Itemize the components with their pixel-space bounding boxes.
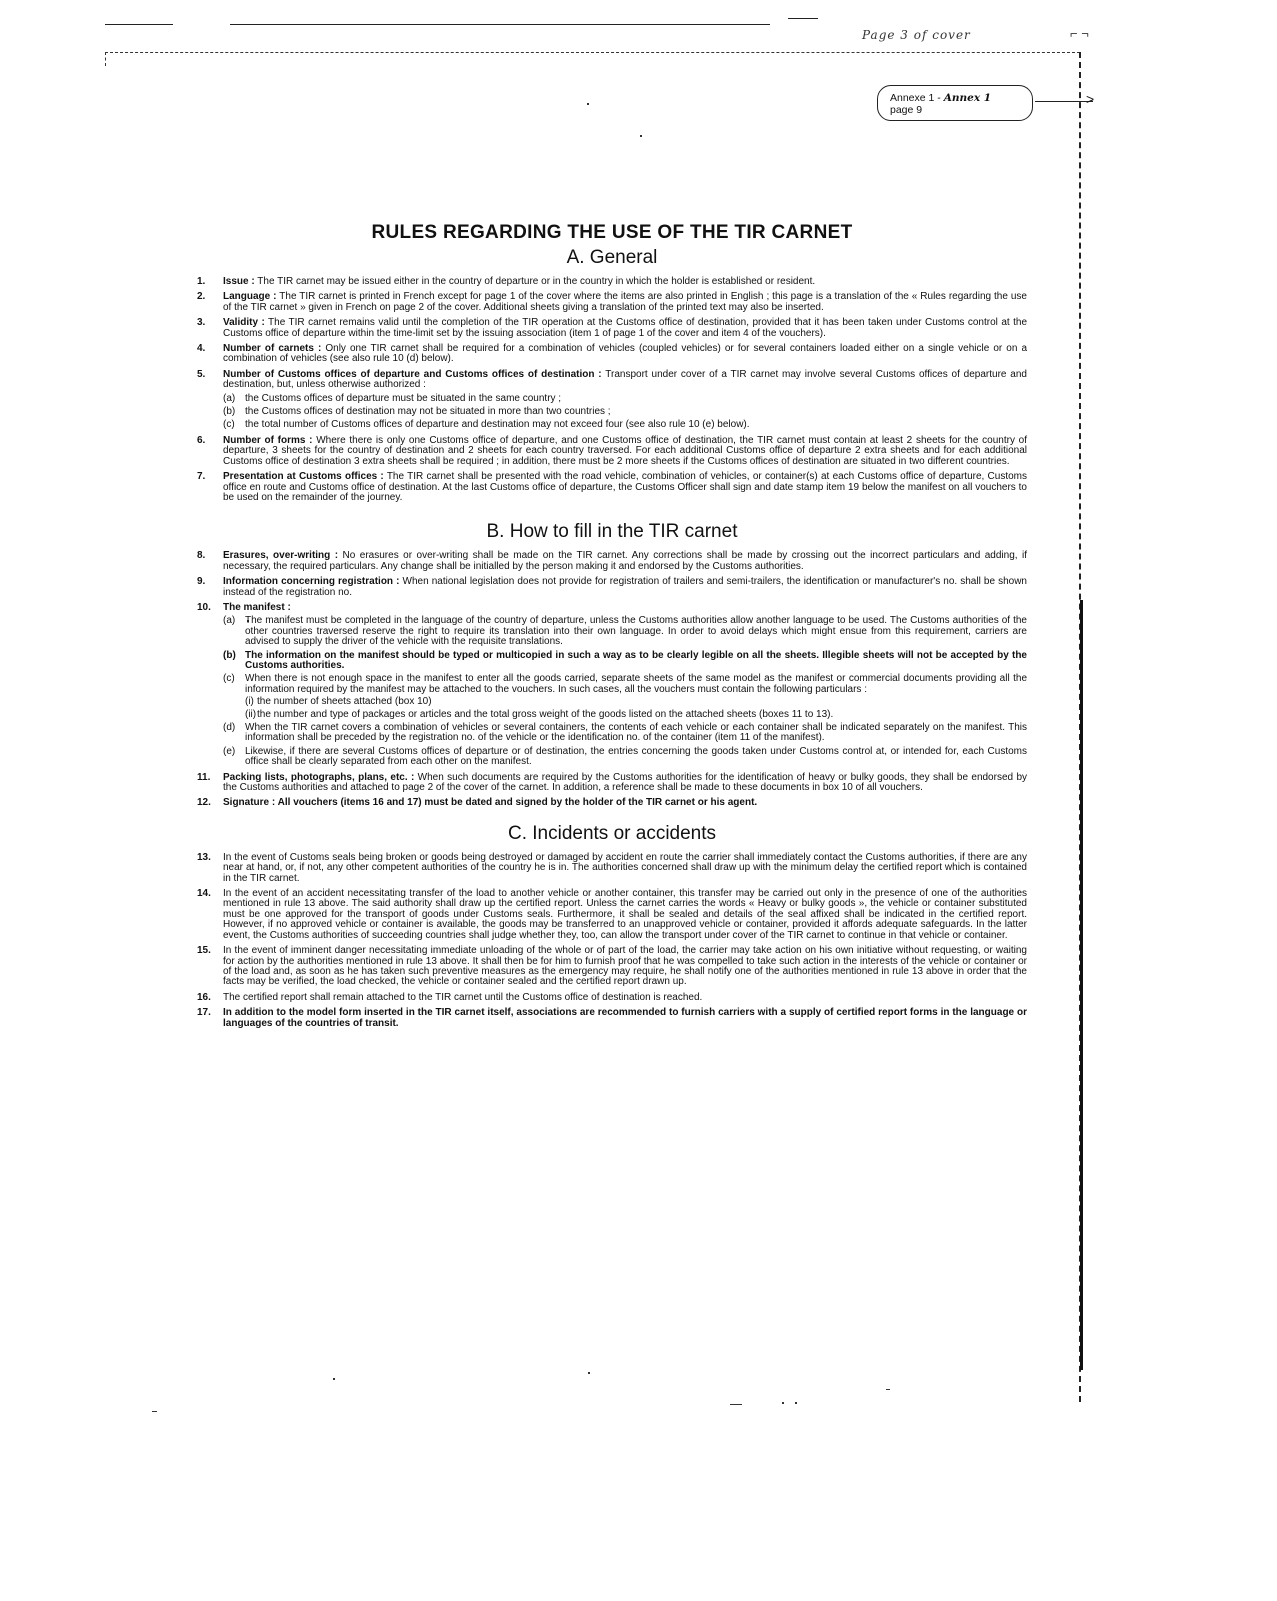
rule-number: 14. [197, 888, 211, 900]
rule-subsubitem [223, 697, 1027, 707]
rule-item [197, 292, 1027, 313]
annex-label-box [877, 85, 1033, 121]
arrow-line [1035, 101, 1093, 102]
rule-text: No erasures or over-writing shall be made on the TIR carnet. Any corrections shall be made by crossing out the incorrect particulars and adding, if necessary, the required particulars. Any change shall be initialled by the person making it and endorsed by the Customs authorities. [223, 550, 1027, 572]
subitem-letter: (a) [223, 392, 236, 404]
subitem-text: The manifest must be completed in the language of the country of departure, unless the Customs authorities allow another language to be used. The Customs authorities of the other countries traversed reserve the right to require its translation into their own language. In order to avoid delays which might ensue from this requirement, carriers are advised to supply the driver of the vehicle with the requisite translations. [245, 615, 1027, 648]
rule-text: The certified report shall remain attached to the TIR carnet until the Customs office of destination is reached. [223, 991, 703, 1003]
rule-item [197, 889, 1027, 941]
rule-item [197, 551, 1027, 572]
corner-mark-icon: ⌐ ¬ [1070, 26, 1089, 41]
rule-number: 9. [197, 576, 206, 588]
scan-speck [730, 1404, 742, 1405]
handwritten-note: Page 3 of cover [862, 28, 971, 42]
scan-speck [587, 103, 589, 105]
rule-number: 6. [197, 434, 206, 446]
rule-lead: Number of forms : [223, 434, 313, 446]
rule-number: 7. [197, 471, 206, 483]
rule-text: The TIR carnet may be issued either in the country of departure or in the country in which the holder is established or resident. [254, 276, 816, 287]
rule-subsubitem [223, 710, 1027, 720]
rule-number: 2. [197, 291, 206, 303]
scan-speck [333, 1378, 335, 1380]
rule-subitem [223, 394, 1027, 404]
subitem-text: the Customs offices of departure must be situated in the same country ; [245, 392, 562, 404]
rule-text: In the event of Customs seals being broken or goods being destroyed or damaged by accident en route the carrier shall immediately contact the Customs authorities, if there are any near at hand, or, if not, any other competent authorities of the country he is in. The authorities concerned shall draw up with the minimum delay the certified report which is contained in the TIR carnet. [223, 851, 1027, 884]
subitem-letter: (c) [223, 673, 235, 685]
rule-item [197, 773, 1027, 794]
scan-speck [782, 1402, 784, 1404]
rule-text: In the event of an accident necessitating transfer of the load to another vehicle or another container, this transfer may be carried out only in the presence of one of the authorities mentioned in rule 13 above. The said authority shall draw up the certified report. Unless the carnet carries the words « Heavy or bulky goods », the vehicle or container substituted must be one approved for the transport of goods under Customs seals. Furthermore, it shall be sealed and details of the seal affixed shall be indicated in the certified report. However, if no approved vehicle or container is available, the goods may be transferred to an unapproved vehicle or container, provided it affords adequate safeguards. In the latter event, the Customs authorities of succeeding countries shall judge whether they, too, can allow the transport under cover of the TIR carnet to continue in that vehicle or container. [223, 888, 1027, 941]
rule-item [197, 603, 1027, 768]
rule-item [197, 993, 1027, 1003]
subsubitem-roman: (i) [245, 696, 254, 708]
cover-border-top [105, 52, 1080, 53]
subsubitem-text: the number of sheets attached (box 10) [257, 696, 432, 708]
page-title: RULES REGARDING THE USE OF THE TIR CARNET [371, 222, 853, 243]
rule-item [197, 344, 1027, 365]
section-heading-b: B. How to fill in the TIR carnet [486, 521, 738, 543]
rule-number: 1. [197, 276, 206, 287]
subitem-letter: (b) [223, 649, 236, 661]
rule-subitem [223, 651, 1027, 672]
rule-text: In the event of imminent danger necessitating immediate unloading of the whole or of part of the load, the carrier may take action on his own initiative without requesting, or waiting for action by the authorities mentioned in rule 13 above. It shall then be for him to furnish proof that he was compelled to take such action in the interests of the vehicle or container or of the load and, as soon as he has taken such preventive measures as the emergency may require, he shall notify one of the authorities mentioned in rule 13 above in order that the facts may be verified, the load checked, the vehicle or container sealed and the certified report drawn up. [223, 945, 1027, 988]
rule-item [197, 1008, 1027, 1029]
subitem-text: When the TIR carnet covers a combination of vehicles or several containers, the contents of each vehicle or each container shall be indicated separately on the manifest. This information shall be preceded by the registration no. of the vehicle or the identification no. of the container (item 11 of the manifest). [245, 722, 1027, 744]
scan-speck [588, 1372, 590, 1374]
subitem-text: When there is not enough space in the manifest to enter all the goods carried, separate sheets of the same model as the manifest or commercial documents providing all the information required by the manifest may be attached to the vouchers. In such cases, all the vouchers must contain the following particulars : [245, 673, 1027, 695]
rule-number: 3. [197, 317, 206, 329]
arrow-right-icon: > [1086, 91, 1095, 107]
rule-number: 4. [197, 343, 206, 355]
subitem-text: the total number of Customs offices of departure and destination may not exceed four (see also rule 10 (e) below). [245, 419, 750, 431]
rule-text: All vouchers (items 16 and 17) must be dated and signed by the holder of the TIR carnet or his agent. [275, 797, 758, 809]
subitem-text: Likewise, if there are several Customs offices of departure or of destination, the entries concerning the goods taken under Customs control at, or intended for, each Customs office shall be clearly separated from each other on the manifest. [245, 745, 1027, 768]
rule-item [197, 472, 1027, 503]
rule-number: 15. [197, 945, 211, 957]
rule-number: 8. [197, 550, 206, 562]
scan-line [105, 24, 173, 25]
rule-lead: Number of Customs offices of departure and Customs offices of destination : [223, 368, 602, 380]
section-heading-c: C. Incidents or accidents [507, 822, 717, 844]
subitem-text: The information on the manifest should be typed or multicopied in such a way as to be clearly legible on all the sheets. Illegible sheets will not be accepted by the Customs authorities. [245, 649, 1027, 671]
rule-lead: Presentation at Customs offices : [223, 471, 384, 483]
section-heading-a: A. General [566, 247, 658, 268]
rule-text: The TIR carnet remains valid until the completion of the TIR operation at the Customs office of destination, provided that it has been taken under Customs control at the Customs office of departure within the time-limit set by the issuing association (item 1 of page 1 of the cover and item 4 of the vouchers). [223, 317, 1028, 339]
scan-speck [886, 1389, 890, 1390]
subitem-letter: (e) [223, 745, 236, 757]
rule-number: 13. [197, 851, 211, 863]
rule-item [197, 577, 1027, 598]
rule-subitem [223, 674, 1027, 695]
scan-line [788, 18, 818, 19]
rule-lead: Language : [223, 291, 277, 303]
subitem-letter: (c) [223, 419, 235, 431]
rule-item [197, 853, 1027, 884]
scan-speck [640, 135, 642, 137]
rule-text: The TIR carnet shall be presented with the road vehicle, combination of vehicles, or container(s) at each Customs office of departure, Customs office en route and Customs office of destination. At the last Customs office of departure, the Customs Officer shall sign and date stamp item 19 below the manifest on all vouchers to be used on the remainder of the journey. [223, 471, 1027, 503]
rule-item [197, 436, 1027, 467]
subsubitem-text: the number and type of packages or articles and the total gross weight of the goods listed on the attached sheets (boxes 11 to 13). [257, 708, 834, 720]
rule-item [197, 277, 1027, 287]
rule-subitem [223, 616, 1027, 647]
rule-number: 11. [197, 771, 211, 783]
rule-number: 12. [197, 797, 211, 809]
rule-lead: Number of carnets : [223, 343, 322, 355]
rule-text: Only one TIR carnet shall be required for a combination of vehicles (coupled vehicles) or for several containers loaded either on a single vehicle or on a combination of vehicles (see also rule 10 (d) below). [223, 343, 1028, 365]
scan-speck [795, 1402, 797, 1404]
rule-subitem [223, 723, 1027, 744]
annex-line: Annexe 1 - [890, 92, 941, 104]
rule-number: 16. [197, 991, 211, 1003]
rule-lead: Issue : [223, 276, 255, 287]
rule-lead: Signature : [223, 797, 276, 809]
rule-text: When such documents are required by the Customs authorities for the identification of heavy or bulky goods, they shall be endorsed by the Customs authorities and attached to page 2 of the cover of the carnet. In addition, a reference shall be made to these documents in box 10 of all vouchers. [223, 771, 1028, 794]
rule-item [197, 798, 1027, 808]
scan-line [230, 24, 770, 25]
rule-text: Transport under cover of a TIR carnet may involve several Customs offices of departure and destination, but, unless otherwise authorized : [223, 368, 1027, 391]
rule-lead: Erasures, over-writing : [223, 550, 339, 562]
cover-border-right-solid [1080, 600, 1083, 1370]
rule-text: The TIR carnet is printed in French except for page 1 of the cover where the items are also printed in English ; this page is a translation of the « Rules regarding the use of the TIR carnet » given in French on page 2 of the cover. Additional sheets giving a translation of the printed text may also be inserted. [223, 291, 1027, 313]
rule-item [197, 370, 1027, 431]
rule-number: 17. [197, 1007, 211, 1019]
subsubitem-roman: (ii) [245, 708, 257, 720]
subitem-letter: (b) [223, 406, 236, 418]
scan-speck [152, 1411, 157, 1412]
rule-number: 10. [197, 601, 211, 613]
rule-lead: The manifest : [223, 601, 291, 613]
annex-italic: Annex 1 [943, 92, 992, 104]
rule-item [197, 318, 1027, 339]
rule-text: When national legislation does not provide for registration of trailers and semi-trailers, the identification or manufacturer's no. shall be shown instead of the registration no. [223, 576, 1027, 598]
rule-subitem [223, 747, 1027, 768]
rule-text: In addition to the model form inserted in the TIR carnet itself, associations are recommended to furnish carriers with a supply of certified report forms in the language or languages of the countries of transit. [223, 1007, 1027, 1029]
rule-lead: Validity : [223, 317, 265, 329]
rule-text: Where there is only one Customs office of departure, and one Customs office of destination, the TIR carnet must contain at least 2 sheets for the country of departure, 3 sheets for the country of destination and 2 sheets for each country traversed. For each additional Customs office of departure 2 extra sheets and for each additional Customs office of destination 3 extra sheets shall be required ; in addition, there must be 2 more sheets if the Customs offices of destination are situated in two different countries. [223, 434, 1027, 467]
rule-lead: Packing lists, photographs, plans, etc. : [223, 771, 415, 783]
subitem-letter: (d) [223, 722, 236, 733]
rule-number: 5. [197, 368, 206, 380]
cover-border-left [105, 52, 106, 66]
document-body [197, 222, 1027, 1034]
rule-subitem [223, 420, 1027, 430]
rule-subitem [223, 407, 1027, 417]
rule-lead: Information concerning registration : [223, 576, 400, 588]
rule-item [197, 946, 1027, 988]
subitem-letter: (a) [223, 615, 236, 627]
annex-page: page 9 [890, 104, 923, 116]
subitem-text: the Customs offices of destination may not be situated in more than two countries ; [245, 406, 611, 418]
